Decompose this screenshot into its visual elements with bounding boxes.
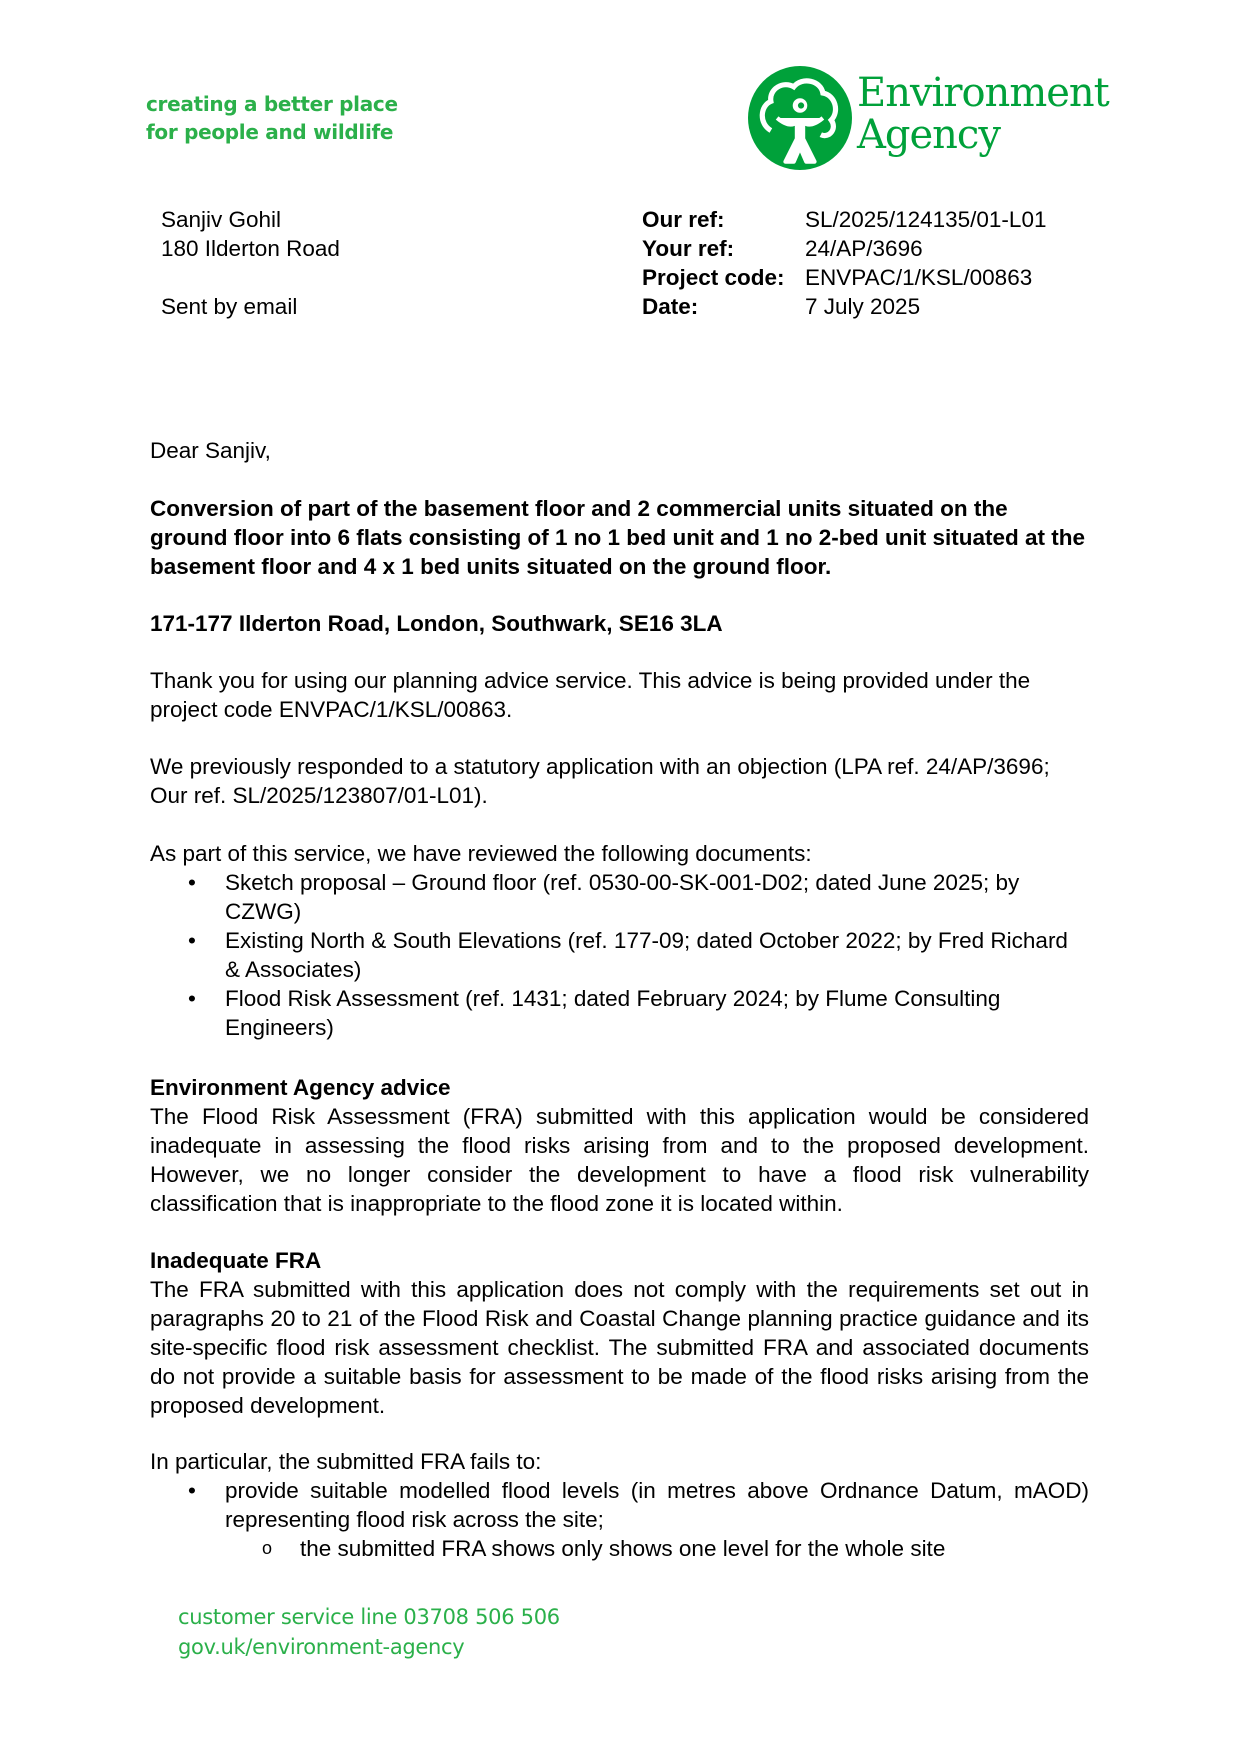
ref-label: Project code: — [642, 265, 785, 290]
previous-response-paragraph: We previously responded to a statutory application with an objection (LPA ref. 24/AP/3696; Our ref. SL/2025/123807/01-L01). — [150, 754, 1050, 808]
list-item — [150, 1476, 1089, 1534]
sub-failure-text: the submitted FRA shows only shows one level for the whole site — [300, 1536, 946, 1561]
ref-row — [642, 263, 1046, 292]
circle-bullet-icon: o — [262, 1538, 273, 1558]
ref-label: Date: — [642, 294, 699, 319]
documents-list — [150, 868, 1089, 1042]
footer — [178, 1602, 560, 1662]
document-text: Flood Risk Assessment (ref. 1431; dated February 2024; by Flume Consulting Engineers) — [225, 986, 1001, 1040]
recipient-name: Sanjiv Gohil — [161, 207, 282, 232]
ref-value: 7 July 2025 — [805, 294, 921, 319]
inadequate-fra-section — [150, 1246, 1089, 1420]
ref-value: ENVPAC/1/KSL/00863 — [805, 265, 1033, 290]
list-item — [150, 1534, 1089, 1563]
failures-list — [150, 1476, 1089, 1534]
fra-heading: Inadequate FRA — [150, 1248, 322, 1273]
list-item — [150, 868, 1089, 926]
list-item — [150, 984, 1089, 1042]
logo-word: Agency — [857, 112, 1000, 158]
delivery-method: Sent by email — [161, 294, 298, 319]
recipient-address — [161, 205, 340, 321]
ref-value: SL/2025/124135/01-L01 — [805, 207, 1047, 232]
documents-intro: As part of this service, we have reviewed the following documents: — [150, 841, 812, 866]
recipient-street: 180 Ilderton Road — [161, 236, 340, 261]
ref-row — [642, 292, 1046, 321]
documents-section — [150, 839, 1089, 1042]
sub-failures-list — [150, 1534, 1089, 1563]
document-text: Existing North & South Elevations (ref. 177-09; dated October 2022; by Fred Richard & Associates) — [225, 928, 1068, 982]
bullet-icon: • — [188, 986, 196, 1011]
fra-paragraph: The FRA submitted with this application does not comply with the requirements set out in paragraphs 20 to 21 of the Flood Risk and Coastal Change planning practice guidance and its site-specific flood risk assessment checklist. The submitted FRA and associated documents do not provide a suitable basis for assessment to be made of the flood risks arising from the proposed development. — [150, 1277, 1089, 1418]
intro-paragraph: Thank you for using our planning advice service. This advice is being provided under the project code ENVPAC/1/KSL/00863. — [150, 668, 1031, 722]
site-address: 171-177 Ilderton Road, London, Southwark, SE16 3LA — [150, 611, 723, 636]
ref-row — [642, 234, 1046, 263]
failure-text: provide suitable modelled flood levels (in metres above Ordnance Datum, mAOD) representing flood risk across the site; — [225, 1478, 1089, 1532]
logo-wordmark — [857, 72, 1109, 156]
website-link[interactable]: gov.uk/environment-agency — [178, 1635, 465, 1659]
salutation: Dear Sanjiv, — [150, 438, 271, 463]
ref-label: Our ref: — [642, 207, 725, 232]
environment-agency-logo-icon — [748, 66, 852, 170]
failures-section — [150, 1447, 1089, 1563]
ref-label: Your ref: — [642, 236, 735, 261]
advice-section — [150, 1073, 1089, 1218]
tagline-line: creating a better place — [146, 92, 398, 116]
customer-service-line: customer service line 03708 506 506 — [178, 1605, 560, 1629]
ref-row — [642, 205, 1046, 234]
list-item — [150, 926, 1089, 984]
bullet-icon: • — [188, 870, 196, 895]
advice-paragraph: The Flood Risk Assessment (FRA) submitted with this application would be considered inadequate in assessing the flood risks arising from and to the proposed development. However, we no longer consider the development to have a flood risk vulnerability classification that is inappropriate to the flood zone it is located within. — [150, 1104, 1089, 1216]
ref-value: 24/AP/3696 — [805, 236, 923, 261]
document-text: Sketch proposal – Ground floor (ref. 0530-00-SK-001-D02; dated June 2025; by CZWG) — [225, 870, 1020, 924]
bullet-icon: • — [188, 928, 196, 953]
tagline-line: for people and wildlife — [146, 120, 394, 144]
subject-heading: Conversion of part of the basement floor and 2 commercial units situated on the ground floor into 6 flats consisting of 1 no 1 bed unit and 1 no 2-bed unit situated at the basement floor and 4 x 1 bed units situated on the ground floor. — [150, 496, 1086, 579]
reference-block — [642, 205, 1046, 321]
advice-heading: Environment Agency advice — [150, 1075, 451, 1100]
failures-intro: In particular, the submitted FRA fails to: — [150, 1449, 542, 1474]
logo-word: Environment — [857, 70, 1109, 116]
tagline — [146, 90, 398, 146]
bullet-icon: • — [188, 1478, 196, 1503]
